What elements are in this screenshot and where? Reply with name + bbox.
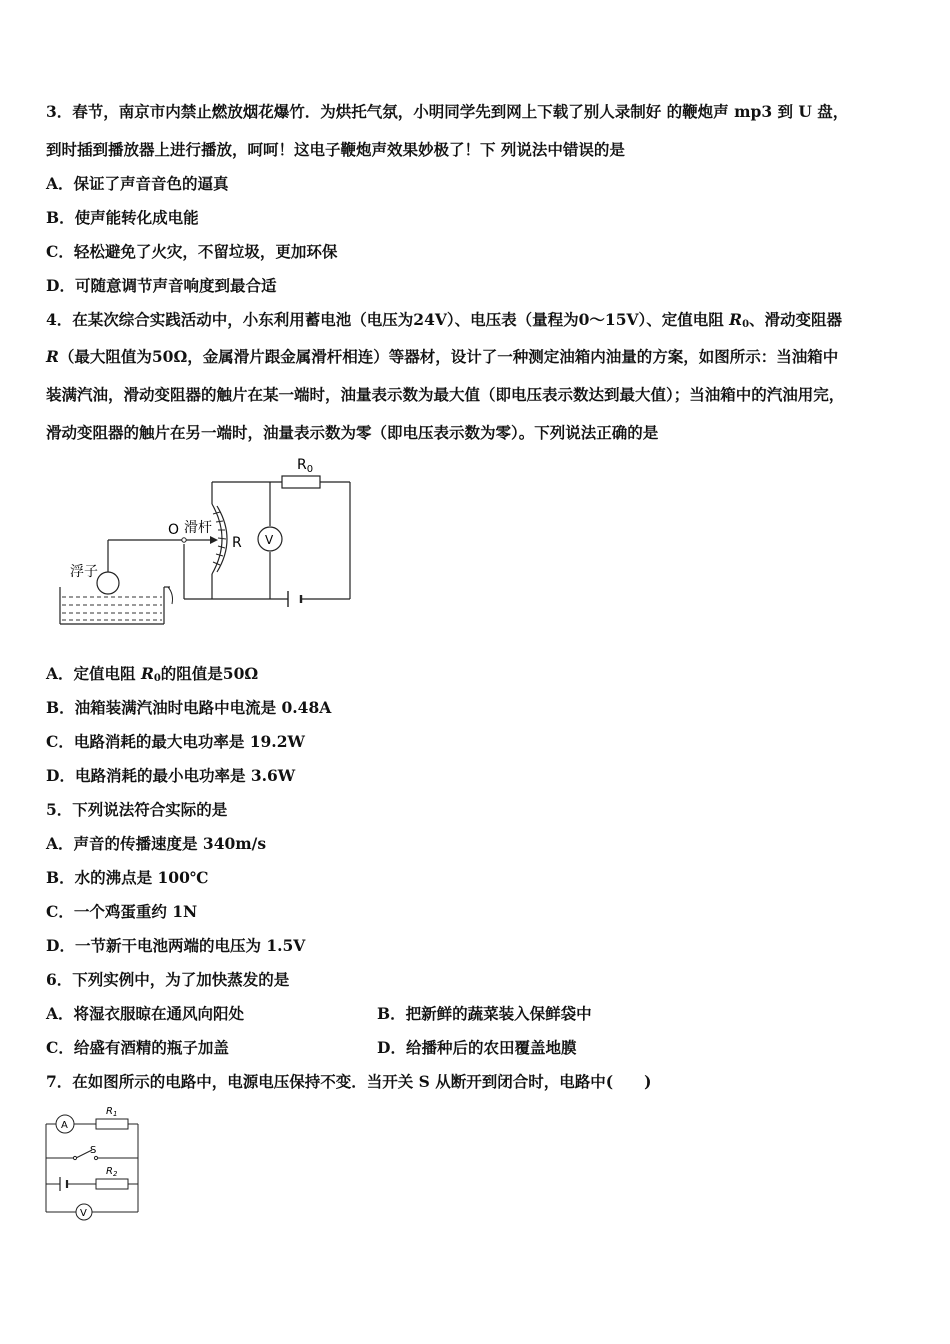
q7-fig-switch-label: S — [90, 1145, 97, 1156]
q4-r-symbol: R — [46, 347, 59, 366]
q4-fig-v-label: V — [265, 533, 274, 547]
q6-option-a: A．将湿衣服晾在通风向阳处 — [46, 1004, 245, 1023]
q3-stem-line2: 到时插到播放器上进行播放，呵呵！这电子鞭炮声效果妙极了！下 列说法中错误的是 — [46, 140, 625, 159]
q5-option-d: D．一节新干电池两端的电压为 1.5V — [46, 936, 306, 955]
q4-option-b: B．油箱装满汽油时电路中电流是 0.48A — [46, 698, 332, 717]
q7-fig-r2-label: $R_2$ — [106, 1166, 118, 1178]
q5-stem: 5．下列说法符合实际的是 — [46, 800, 228, 819]
q5-option-a: A．声音的传播速度是 340m/s — [46, 834, 267, 853]
q4-stem-line1 — [46, 310, 842, 335]
q4-stem-line4: 滑动变阻器的触片在另一端时，油量表示数为零（即电压表示数为零）。下列说法正确的是 — [46, 423, 659, 442]
q6-option-c: C．给盛有酒精的瓶子加盖 — [46, 1038, 229, 1057]
q4-option-a-r0: R — [140, 664, 154, 683]
q3-option-d: D．可随意调节声音响度到最合适 — [46, 276, 277, 295]
q7-fig-r1-label: $R_1$ — [106, 1106, 118, 1118]
q4-stem-line2 — [46, 347, 838, 367]
q6-option-b: B．把新鲜的蔬菜装入保鲜袋中 — [377, 1004, 592, 1023]
q4-fig-float-label: 浮子 — [70, 564, 98, 580]
q5-option-b: B．水的沸点是 100℃ — [46, 868, 209, 887]
q4-circuit-figure — [50, 452, 360, 632]
q4-fig-r0-label: $R_0$ — [297, 457, 314, 475]
q7-circuit-figure — [40, 1102, 150, 1226]
q4-option-a — [46, 664, 258, 689]
q4-stem-line1-b: 、滑动变阻器 — [749, 310, 843, 329]
q5-option-c: C．一个鸡蛋重约 1N — [46, 902, 198, 921]
q4-option-d: D．电路消耗的最小电功率是 3.6W — [46, 766, 296, 785]
q7-stem: 7．在如图所示的电路中，电源电压保持不变．当开关 S 从断开到闭合时，电路中( ) — [46, 1072, 652, 1091]
q7-fig-voltmeter-label: V — [80, 1208, 87, 1219]
q4-option-a-text-a: A．定值电阻 — [46, 664, 141, 683]
q3-option-b: B．使声能转化成电能 — [46, 208, 199, 227]
q4-r0-symbol: R — [729, 310, 743, 329]
q6-option-d: D．给播种后的农田覆盖地膜 — [377, 1038, 577, 1057]
q4-stem-line2-b: （最大阻值为50Ω，金属滑片跟金属滑杆相连）等器材，设计了一种测定油箱内油量的方案，如图所示：当油箱中 — [58, 347, 839, 366]
q4-fig-o-label: O — [168, 522, 180, 538]
q4-option-a-text-b: 的阻值是50Ω — [160, 664, 259, 683]
q4-fig-rod-label: 滑杆 — [184, 520, 212, 536]
q4-stem-line3: 装满汽油，滑动变阻器的触片在某一端时，油量表示数为最大值（即电压表示数达到最大值）；当油箱中的汽油用完， — [46, 385, 845, 404]
q4-r0-subscript: 0 — [742, 319, 750, 330]
q4-stem-line1-a: 4．在某次综合实践活动中，小东利用蓄电池（电压为24V）、电压表（量程为0～15V）、定值电阻 — [46, 310, 730, 329]
q6-stem: 6．下列实例中，为了加快蒸发的是 — [46, 970, 290, 989]
q4-fig-r-label: R — [232, 535, 242, 551]
q7-fig-ammeter-label: A — [61, 1120, 68, 1131]
q3-option-c: C．轻松避免了火灾，不留垃圾，更加环保 — [46, 242, 338, 261]
q4-option-a-r0-sub: 0 — [153, 673, 161, 684]
q4-option-c: C．电路消耗的最大电功率是 19.2W — [46, 732, 305, 751]
q3-option-a: A．保证了声音音色的逼真 — [46, 174, 229, 193]
q3-stem-line1: 3．春节，南京市内禁止燃放烟花爆竹．为烘托气氛，小明同学先到网上下载了别人录制好 的鞭炮声 mp3 到 U 盘， — [46, 102, 849, 121]
